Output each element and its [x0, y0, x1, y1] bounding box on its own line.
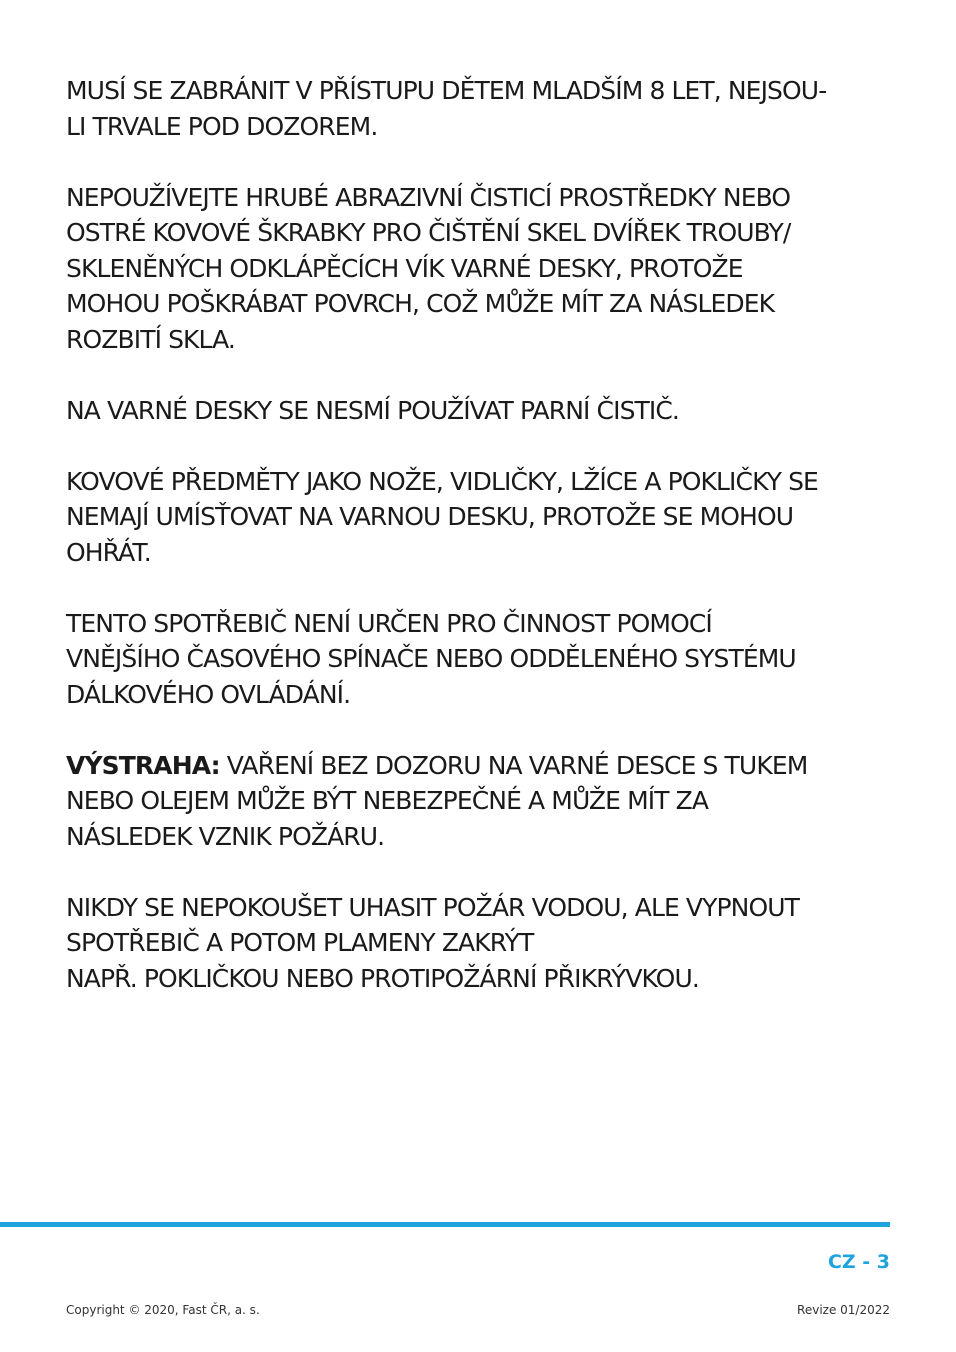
paragraph-abrasive-cleaners [66, 180, 896, 358]
text-line: NA VARNÉ DESKY SE NESMÍ POUŽÍVAT PARNÍ ČISTIČ. [66, 395, 679, 425]
text-line: KOVOVÉ PŘEDMĚTY JAKO NOŽE, VIDLIČKY, LŽÍCE A POKLIČKY SE [66, 466, 818, 496]
text-line: NEMAJÍ UMÍSŤOVAT NA VARNOU DESKU, PROTOŽE SE MOHOU [66, 502, 794, 531]
text-line: VAŘENÍ BEZ DOZORU NA VARNÉ DESCE S TUKEM [219, 750, 808, 780]
text-line: OHŘÁT. [66, 537, 151, 567]
warning-label: VÝSTRAHA: [66, 750, 220, 780]
paragraph-warning [66, 748, 896, 855]
paragraph-metal-objects [66, 464, 896, 571]
text-line: NEBO OLEJEM MŮŽE BÝT NEBEZPEČNÉ A MŮŽE MÍT ZA [66, 786, 709, 815]
text-line: LI TRVALE POD DOZOREM. [66, 111, 378, 141]
text-line: NEPOUŽÍVEJTE HRUBÉ ABRAZIVNÍ ČISTICÍ PROSTŘEDKY NEBO [66, 182, 791, 212]
footer-divider [0, 1222, 890, 1227]
text-line: TENTO SPOTŘEBIČ NENÍ URČEN PRO ČINNOST POMOCÍ [66, 608, 712, 638]
text-line: NIKDY SE NEPOKOUŠET UHASIT POŽÁR VODOU, ALE VYPNOUT [66, 892, 800, 922]
text-line: DÁLKOVÉHO OVLÁDÁNÍ. [66, 679, 351, 709]
paragraph-steam-cleaner [66, 393, 896, 429]
text-line: ROZBITÍ SKLA. [66, 324, 235, 354]
text-line: SPOTŘEBIČ A POTOM PLAMENY ZAKRÝT [66, 928, 534, 957]
text-line: SKLENĚNÝCH ODKLÁPĚCÍCH VÍK VARNÉ DESKY, PROTOŽE [66, 253, 743, 283]
paragraph-external-timer [66, 606, 896, 713]
text-line: MUSÍ SE ZABRÁNIT V PŘÍSTUPU DĚTEM MLADŠÍM 8 LET, NEJSOU- [66, 76, 827, 105]
copyright-text: Copyright © 2020, Fast ČR, a. s. [66, 1303, 260, 1317]
text-line: MOHOU POŠKRÁBAT POVRCH, COŽ MŮŽE MÍT ZA NÁSLEDEK [66, 289, 775, 318]
text-line: NÁSLEDEK VZNIK POŽÁRU. [66, 821, 385, 851]
text-line: NAPŘ. POKLIČKOU NEBO PROTIPOŽÁRNÍ PŘIKRÝVKOU. [66, 963, 699, 993]
page-number: CZ - 3 [827, 1251, 890, 1273]
text-line: OSTRÉ KOVOVÉ ŠKRABKY PRO ČIŠTĚNÍ SKEL DVÍŘEK TROUBY/ [66, 218, 791, 247]
paragraph-fire-extinguish [66, 890, 896, 997]
text-line: VNĚJŠÍHO ČASOVÉHO SPÍNAČE NEBO ODDĚLENÉHO SYSTÉMU [66, 644, 796, 673]
revision-text: Revize 01/2022 [797, 1303, 890, 1317]
warning-first-line [66, 748, 896, 784]
paragraph-children-warning [66, 73, 896, 144]
document-body [66, 73, 896, 1032]
